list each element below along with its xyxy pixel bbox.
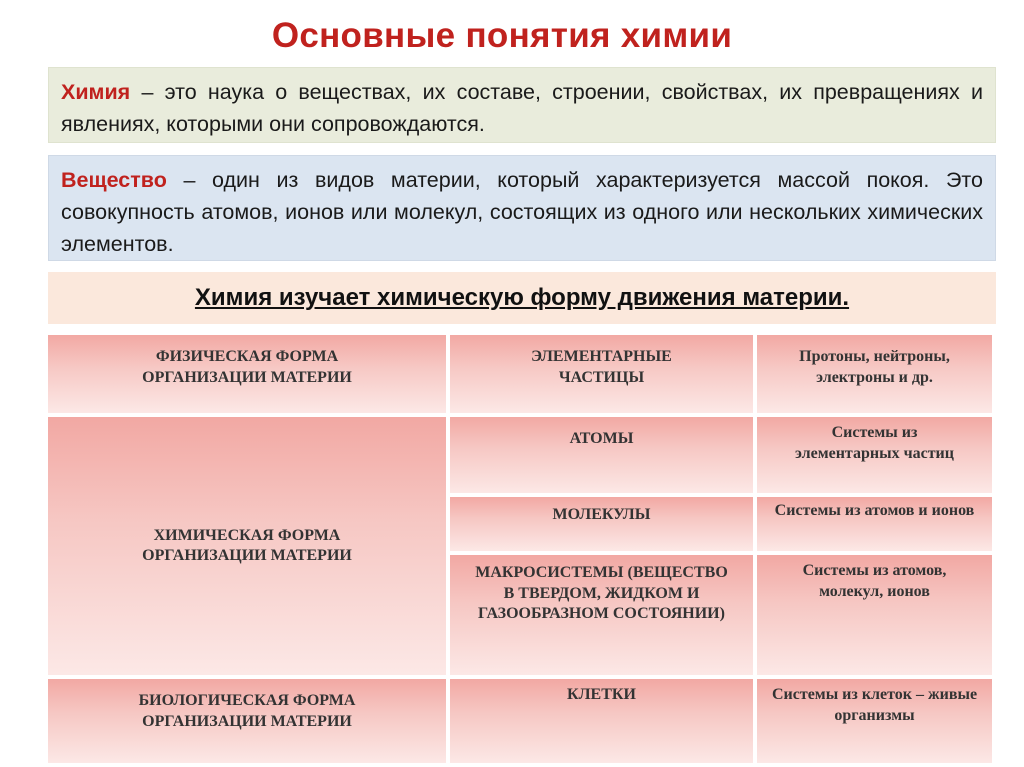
chemistry-term: Химия <box>61 80 131 104</box>
chemical-form-label: ХИМИЧЕСКАЯ ФОРМА ОРГАНИЗАЦИИ МАТЕРИИ <box>142 526 352 564</box>
chemical-form-cell <box>48 417 446 675</box>
object-molecules: МОЛЕКУЛЫ <box>552 506 651 523</box>
subtitle-banner <box>48 272 996 324</box>
substance-definition <box>48 155 996 261</box>
description-elementary-particles: Протоны, нейтроны, электроны и др. <box>799 348 950 386</box>
substance-text: – один из видов материи, который характеризуется массой покоя. Это совокупность атомов, ионов или молекул, состоящих из одного или нескольких химических элементов. <box>61 168 983 256</box>
table-row-description <box>757 679 992 763</box>
table-row-description <box>757 335 992 413</box>
table-row-object <box>450 417 753 493</box>
biological-form-label: БИОЛОГИЧЕСКАЯ ФОРМА ОРГАНИЗАЦИИ МАТЕРИИ <box>138 692 356 730</box>
table-row-object <box>450 497 753 551</box>
page-title: Основные понятия химии <box>271 16 733 55</box>
object-cells: КЛЕТКИ <box>567 686 636 703</box>
chemistry-definition <box>48 67 996 143</box>
table-row-description <box>757 497 992 551</box>
description-atoms: Системы из элементарных частиц <box>794 424 954 462</box>
description-cells: Системы из клеток – живые организмы <box>771 686 978 724</box>
chemistry-text: – это наука о веществах, их составе, строении, свойствах, их превращениях и явлениях, которыми они сопровождаются. <box>61 80 983 136</box>
table-row-object <box>450 335 753 413</box>
object-macrosystems: МАКРОСИСТЕМЫ (ВЕЩЕСТВО В ТВЕРДОМ, ЖИДКОМ И ГАЗООБРАЗНОМ СОСТОЯНИИ) <box>475 564 728 622</box>
table-row-object <box>450 679 753 763</box>
table-row-description <box>757 555 992 675</box>
object-atoms: АТОМЫ <box>569 430 634 447</box>
description-molecules: Системы из атомов и ионов <box>774 502 975 519</box>
biological-form-cell <box>48 679 446 763</box>
table-row-description <box>757 417 992 493</box>
description-macrosystems: Системы из атомов, молекул, ионов <box>802 562 947 600</box>
substance-term: Вещество <box>61 168 167 192</box>
object-elementary-particles: ЭЛЕМЕНТАРНЫЕ ЧАСТИЦЫ <box>531 348 672 386</box>
physical-form-label: ФИЗИЧЕСКАЯ ФОРМА ОРГАНИЗАЦИИ МАТЕРИИ <box>142 348 352 386</box>
subtitle: Химия изучает химическую форму движения материи. <box>194 284 850 311</box>
physical-form-cell <box>48 335 446 413</box>
table-row-object <box>450 555 753 675</box>
